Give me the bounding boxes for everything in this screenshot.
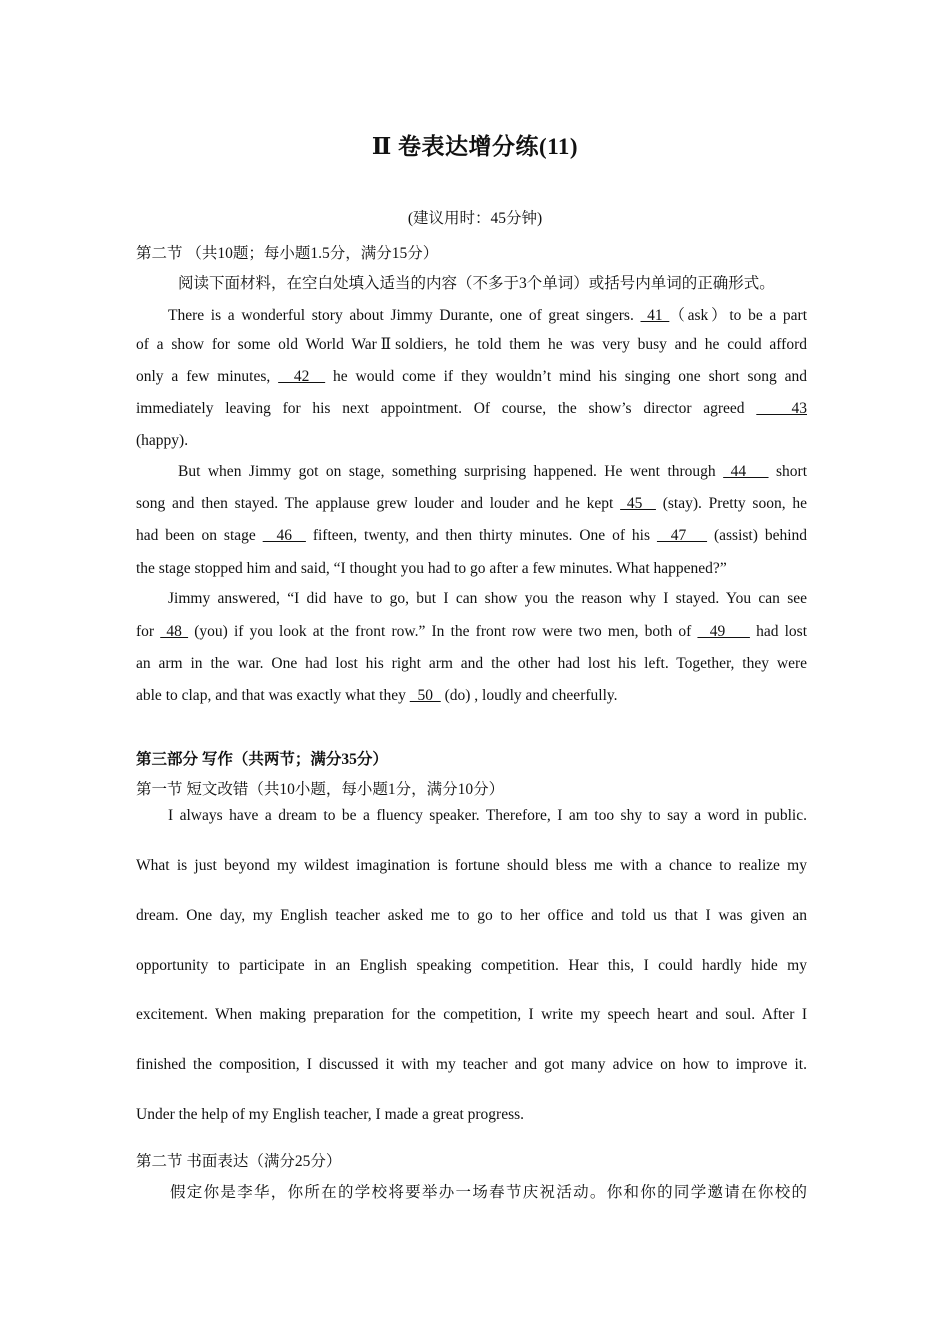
blank-47: 47 (656, 527, 708, 544)
cloze-line: had been on stage 46 fifteen, twenty, and then thirty minutes. One of his 47 (assist) behind (136, 527, 808, 544)
blank-45: 45 (620, 495, 656, 512)
cloze-line: But when Jimmy got on stage, something surprising happened. He went through 44 short (178, 463, 808, 480)
proof-line: I always have a dream to be a fluency speaker. Therefore, I am too shy to say a word in public. (168, 807, 807, 824)
proof-line: dream. One day, my English teacher asked me to go to her office and told us that I was given an (136, 907, 807, 924)
section2-heading: 第二节 （共10题；每小题1.5分，满分15分） (136, 245, 439, 262)
cloze-line: song and then stayed. The applause grew louder and louder and he kept 45 (stay). Pretty soon, he (136, 495, 807, 512)
part3-sub1-heading: 第一节 短文改错（共10小题，每小题1分，满分10分） (136, 781, 505, 798)
cloze-line: Jimmy answered, “I did have to go, but I can show you the reason why I stayed. You can see (168, 590, 807, 607)
cloze-line: of a show for some old World WarⅡsoldiers, he told them he was very busy and he could afford (136, 336, 807, 353)
time-note: (建议用时：45分钟) (407, 210, 543, 227)
page-title: Ⅱ 卷表达增分练(11) (371, 134, 579, 159)
blank-43: 43 (756, 400, 807, 417)
cloze-line: able to clap, and that was exactly what they 50 (do) , loudly and cheerfully. (136, 687, 618, 704)
blank-48: 48 (160, 623, 189, 640)
cloze-line: There is a wonderful story about Jimmy Durante, one of great singers. 41 （ask）to be a part (168, 307, 807, 324)
proof-line: finished the composition, I discussed it with my teacher and got many advice on how to improve it. (136, 1056, 807, 1073)
cloze-line: for 48 (you) if you look at the front row.” In the front row were two men, both of 49 had lost (136, 623, 808, 640)
proof-line: opportunity to participate in an English speaking competition. Hear this, I could hardly hide my (136, 957, 807, 974)
cloze-line: the stage stopped him and said, “I thought you had to go after a few minutes. What happened?” (136, 560, 727, 577)
blank-50: 50 (409, 687, 441, 704)
blank-42: 42 (278, 368, 326, 385)
blank-46: 46 (262, 527, 306, 544)
part3-heading: 第三部分 写作（共两节；满分35分） (136, 751, 388, 768)
proof-line: excitement. When making preparation for the competition, I write my speech heart and soul. After I (136, 1006, 807, 1023)
part3-sub2-heading: 第二节 书面表达（满分25分） (136, 1153, 342, 1170)
writing-prompt-line: 假定你是李华，你所在的学校将要举办一场春节庆祝活动。你和你的同学邀请在你校的 (170, 1184, 807, 1201)
cloze-line: (happy). (136, 432, 189, 449)
cloze-line: an arm in the war. One had lost his right arm and the other had lost his left. Together, they were (136, 655, 807, 672)
proof-line: What is just beyond my wildest imagination is fortune should bless me with a chance to realize my (136, 857, 807, 874)
blank-41: 41 (640, 307, 670, 324)
blank-44: 44 (723, 463, 769, 480)
section2-instruction: 阅读下面材料，在空白处填入适当的内容（不多于3个单词）或括号内单词的正确形式。 (178, 275, 775, 292)
cloze-line: only a few minutes, 42 he would come if they wouldn’t mind his singing one short song and (136, 368, 807, 385)
blank-49: 49 (697, 623, 750, 640)
cloze-line: immediately leaving for his next appointment. Of course, the show’s director agreed 43 (136, 400, 807, 417)
proof-line: Under the help of my English teacher, I made a great progress. (136, 1106, 525, 1123)
